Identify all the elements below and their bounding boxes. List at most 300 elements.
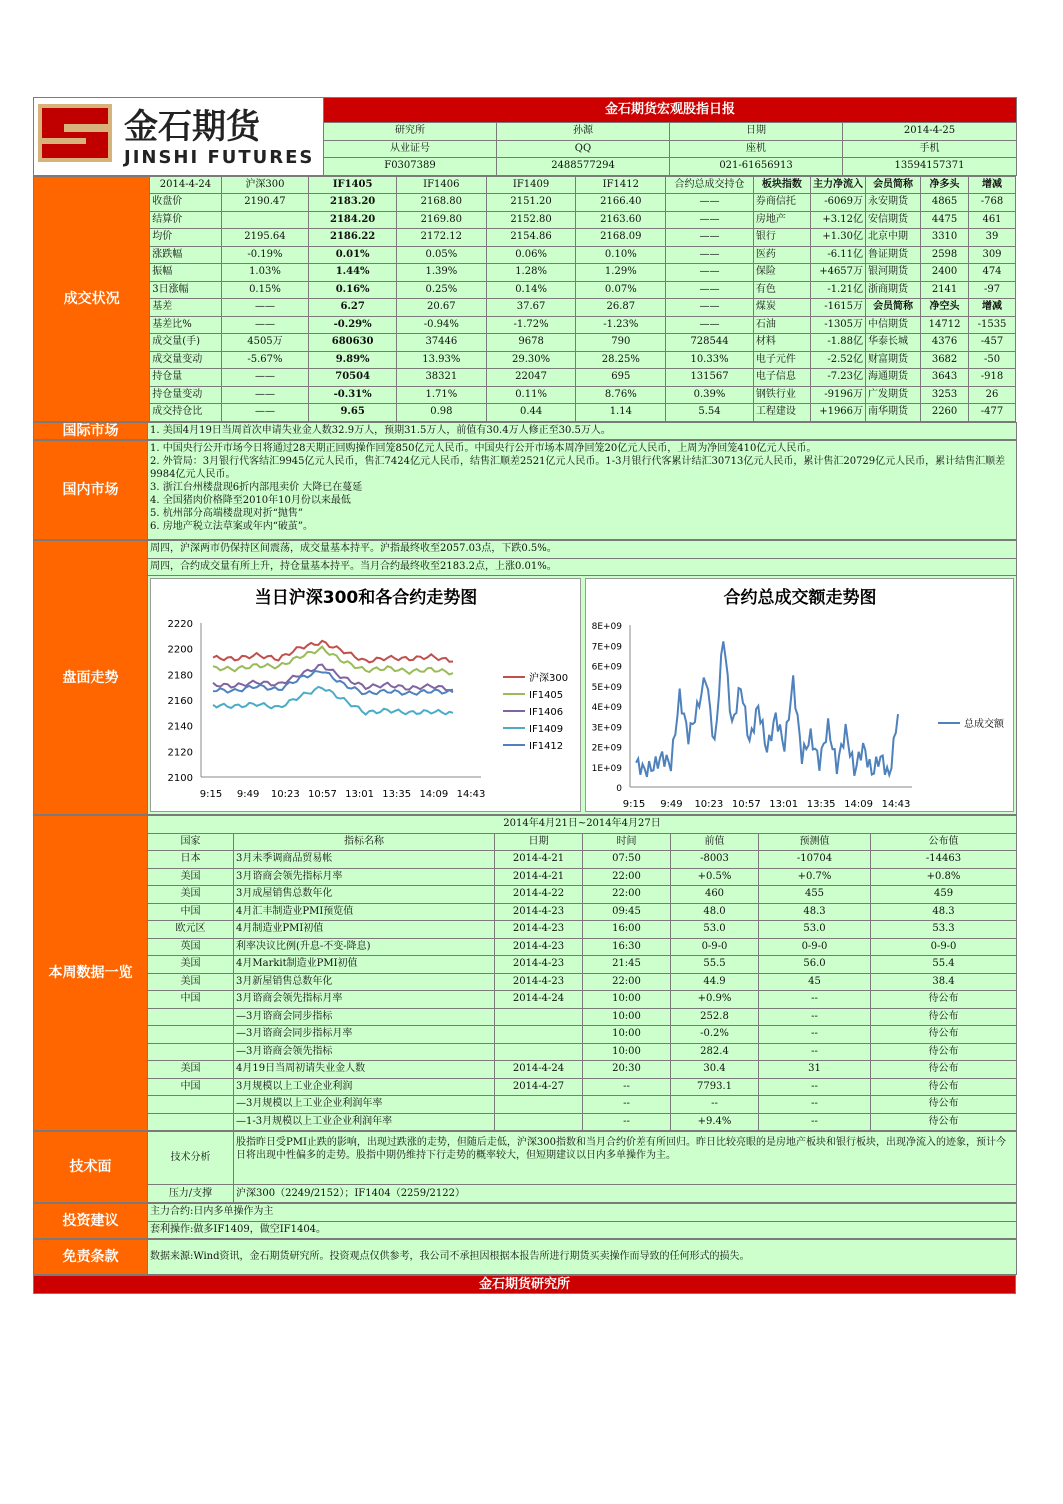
trade-cell: 9.89%: [309, 351, 397, 369]
weekly-cell: 4月制造业PMI初值: [234, 921, 495, 939]
chart2-ytick: 6E+09: [591, 662, 622, 673]
weekly-cell: 09:45: [583, 903, 671, 921]
weekly-cell: --: [671, 1096, 759, 1114]
trend-section: [33, 540, 1017, 815]
support-resistance-text: 沪深300（2249/2152）；IF1404（2259/2122）: [234, 1185, 1017, 1203]
weekly-cell: 2014-4-22: [495, 886, 583, 904]
trade-row-label: 均价: [150, 229, 221, 247]
weekly-header-cell: 国家: [148, 833, 234, 851]
sector-flow: -1615万: [810, 299, 865, 317]
weekly-cell: 55.5: [671, 956, 759, 974]
chart2-xtick: 10:57: [731, 799, 761, 810]
weekly-cell: 55.4: [871, 956, 1017, 974]
weekly-cell: [495, 1096, 583, 1114]
weekly-row: [34, 868, 1017, 886]
trade-cell: ——: [666, 264, 754, 282]
chart1-ytick: 2180: [167, 670, 193, 682]
trade-cell: -0.31%: [309, 386, 397, 404]
chart1-xtick: 9:15: [199, 789, 223, 800]
chart2-ytick: 8E+09: [591, 622, 622, 632]
weekly-cell: [148, 1008, 234, 1026]
sector-header-cell: 主力净流入: [810, 176, 865, 194]
weekly-cell: 3月规模以上工业企业利润: [234, 1078, 495, 1096]
short-cell: 2260: [921, 404, 969, 422]
chart2-ytick: 2E+09: [591, 743, 622, 754]
trade-cell: 2186.22: [309, 229, 397, 247]
info-cell: 研究所: [324, 123, 497, 141]
weekly-row: [34, 851, 1017, 869]
weekly-cell: 48.3: [759, 903, 871, 921]
chart1-xtick: 14:43: [456, 789, 486, 800]
weekly-cell: 4月汇丰制造业PMI预览值: [234, 903, 495, 921]
trade-header-row: [34, 176, 1016, 194]
hs300-contracts-chart: [150, 578, 581, 812]
support-resistance-label: 压力/支撑: [148, 1185, 234, 1203]
sector-name: 钢铁行业: [753, 386, 810, 404]
trade-cell: ——: [666, 229, 754, 247]
company-logo: [34, 98, 324, 176]
sector-flow: -6.11亿: [810, 246, 865, 264]
trade-cell: 2151.20: [486, 194, 576, 212]
trade-cell: 0.05%: [396, 246, 486, 264]
trade-row: [34, 404, 1016, 422]
weekly-cell: 中国: [148, 903, 234, 921]
trade-row: [34, 369, 1016, 387]
sector-flow: +1.30亿: [810, 229, 865, 247]
sector-name: 煤炭: [753, 299, 810, 317]
advice-arbitrage: 套利操作:做多IF1409，做空IF1404。: [148, 1221, 1017, 1239]
weekly-cell: 459: [871, 886, 1017, 904]
domestic-label: 国内市场: [34, 441, 148, 540]
intl-label: 国际市场: [34, 422, 148, 440]
trade-cell: -0.29%: [309, 316, 397, 334]
weekly-cell: [148, 1096, 234, 1114]
weekly-row: [34, 1078, 1017, 1096]
weekly-cell: 美国: [148, 886, 234, 904]
long-cell: 浙商期货: [866, 281, 921, 299]
sector-name: 有色: [753, 281, 810, 299]
weekly-row: [34, 1008, 1017, 1026]
weekly-cell: 0-9-0: [759, 938, 871, 956]
weekly-cell: 282.4: [671, 1043, 759, 1061]
weekly-cell: 待公布: [871, 991, 1017, 1009]
weekly-cell: 07:50: [583, 851, 671, 869]
info-cell: 13594157371: [843, 158, 1017, 176]
trade-cell: 0.44: [486, 404, 576, 422]
trade-cell: 0.11%: [486, 386, 576, 404]
weekly-cell: +9.4%: [671, 1113, 759, 1131]
weekly-label: 本周数据一览: [34, 816, 148, 1131]
chart2-xtick: 10:23: [694, 799, 724, 810]
weekly-cell: —3月谘商会同步指标月率: [234, 1026, 495, 1044]
info-cell: F0307389: [324, 158, 497, 176]
trade-cell: 0.98: [396, 404, 486, 422]
weekly-cell: 4月19日当周初请失业金人数: [234, 1061, 495, 1079]
short-cell: 华泰长城: [866, 334, 921, 352]
weekly-cell: 3月未季调商品贸易帐: [234, 851, 495, 869]
long-cell: 39: [969, 229, 1016, 247]
long-header-cell: 净多头: [921, 176, 969, 194]
trade-row: [34, 299, 1016, 317]
trade-cell: 728544: [666, 334, 754, 352]
weekly-row: [34, 1096, 1017, 1114]
chart2-xtick: 14:43: [881, 799, 911, 810]
trade-cell: 0.15%: [221, 281, 309, 299]
trade-cell: 2166.40: [576, 194, 666, 212]
trade-cell: 22047: [486, 369, 576, 387]
trade-cell: 5.54: [666, 404, 754, 422]
trade-cell: 2152.80: [486, 211, 576, 229]
trade-row-label: 基差: [150, 299, 221, 317]
weekly-header-cell: 前值: [671, 833, 759, 851]
trade-label: 成交状况: [34, 176, 150, 421]
sector-name: 券商信托: [753, 194, 810, 212]
trade-cell: [221, 211, 309, 229]
trade-row: [34, 281, 1016, 299]
weekly-cell: 日本: [148, 851, 234, 869]
weekly-cell: 21:45: [583, 956, 671, 974]
info-cell: 2014-4-25: [843, 123, 1017, 141]
weekly-cell: 56.0: [759, 956, 871, 974]
trade-cell: 2163.60: [576, 211, 666, 229]
trade-row: [34, 246, 1016, 264]
disclaimer-text: 数据来源:Wind资讯，金石期货研究所。投资观点仅供参考，我公司不承担因根据本报告所进行期货买卖操作而导致的任何形式的损失。: [148, 1240, 1017, 1275]
weekly-section: [33, 815, 1017, 1131]
trade-cell: 37.67: [486, 299, 576, 317]
weekly-cell: 2014-4-21: [495, 868, 583, 886]
weekly-cell: 待公布: [871, 1078, 1017, 1096]
chart1-series-line: [213, 687, 453, 715]
logo-en-text: JINSHI FUTURES: [124, 147, 315, 169]
trend-note-2: 周四，合约成交量有所上升，持仓量基本持平。当月合约最终收至2183.2点，上涨0.01%。: [148, 558, 1017, 576]
long-cell: 3310: [921, 229, 969, 247]
trade-cell: 6.27: [309, 299, 397, 317]
weekly-cell: 待公布: [871, 1026, 1017, 1044]
short-cell: -457: [969, 334, 1016, 352]
long-cell: -768: [969, 194, 1016, 212]
weekly-row: [34, 921, 1017, 939]
sector-name: 材料: [753, 334, 810, 352]
trade-cell: 1.03%: [221, 264, 309, 282]
chart2-xtick: 9:49: [660, 799, 683, 810]
weekly-cell: +0.7%: [759, 868, 871, 886]
intl-section: [33, 422, 1017, 441]
trade-cell: 29.30%: [486, 351, 576, 369]
trade-cell: 13.93%: [396, 351, 486, 369]
chart2-series-line: [636, 641, 898, 776]
weekly-cell: 252.8: [671, 1008, 759, 1026]
short-header-cell: 增减: [969, 299, 1016, 317]
sector-name: 银行: [753, 229, 810, 247]
chart1-xtick: 13:35: [382, 789, 412, 800]
weekly-header-cell: 日期: [495, 833, 583, 851]
trade-cell: 1.29%: [576, 264, 666, 282]
chart1-ytick: 2160: [167, 696, 193, 707]
chart2-ytick: 7E+09: [591, 642, 622, 653]
long-cell: 安信期货: [866, 211, 921, 229]
long-cell: 永安期货: [866, 194, 921, 212]
weekly-cell: --: [759, 1043, 871, 1061]
weekly-cell: 欧元区: [148, 921, 234, 939]
weekly-cell: 53.3: [871, 921, 1017, 939]
news-item: 6. 房地产税立法草案或年内“破茧”。: [150, 521, 313, 532]
sector-flow: +3.12亿: [810, 211, 865, 229]
weekly-cell: 7793.1: [671, 1078, 759, 1096]
trade-cell: -0.19%: [221, 246, 309, 264]
weekly-cell: 美国: [148, 973, 234, 991]
trade-cell: ——: [666, 281, 754, 299]
weekly-cell: 460: [671, 886, 759, 904]
weekly-header-cell: 时间: [583, 833, 671, 851]
weekly-cell: 22:00: [583, 868, 671, 886]
weekly-cell: [495, 1113, 583, 1131]
short-cell: 14712: [921, 316, 969, 334]
report-page: [33, 97, 1016, 1294]
weekly-cell: 22:00: [583, 886, 671, 904]
weekly-cell: 2014-4-23: [495, 903, 583, 921]
total-turnover-chart: [585, 578, 1014, 812]
weekly-cell: --: [583, 1113, 671, 1131]
trade-cell: 2168.09: [576, 229, 666, 247]
weekly-cell: 待公布: [871, 1043, 1017, 1061]
sector-flow: -6069万: [810, 194, 865, 212]
weekly-cell: —3月谘商会领先指标: [234, 1043, 495, 1061]
weekly-cell: 2014-4-23: [495, 921, 583, 939]
trade-cell: -5.67%: [221, 351, 309, 369]
trade-cell: -0.94%: [396, 316, 486, 334]
weekly-cell: 2014-4-23: [495, 956, 583, 974]
sector-flow: -2.52亿: [810, 351, 865, 369]
trade-row: [34, 211, 1016, 229]
trade-cell: 10.33%: [666, 351, 754, 369]
trade-cell: 28.25%: [576, 351, 666, 369]
sector-flow: -1305万: [810, 316, 865, 334]
trade-cell: 37446: [396, 334, 486, 352]
trade-cell: ——: [221, 316, 309, 334]
trade-cell: 38321: [396, 369, 486, 387]
weekly-cell: --: [583, 1078, 671, 1096]
report-header: [33, 97, 1017, 176]
weekly-cell: 中国: [148, 1078, 234, 1096]
weekly-header-cell: 公布值: [871, 833, 1017, 851]
chart1-xtick: 10:57: [308, 789, 337, 800]
charts-container: [148, 576, 1017, 815]
advice-label: 投资建议: [34, 1204, 148, 1239]
weekly-header-cell: 预测值: [759, 833, 871, 851]
short-cell: -1535: [969, 316, 1016, 334]
info-cell: QQ: [497, 140, 670, 158]
weekly-cell: 10:00: [583, 1026, 671, 1044]
weekly-cell: 3月成屋销售总数年化: [234, 886, 495, 904]
weekly-cell: 31: [759, 1061, 871, 1079]
trade-cell: 70504: [309, 369, 397, 387]
weekly-cell: 美国: [148, 868, 234, 886]
sector-name: 电子信息: [753, 369, 810, 387]
weekly-cell: 10:00: [583, 1008, 671, 1026]
weekly-cell: 4月Markit制造业PMI初值: [234, 956, 495, 974]
long-header-cell: 增减: [969, 176, 1016, 194]
chart2-xtick: 9:15: [622, 799, 646, 810]
long-cell: 2141: [921, 281, 969, 299]
chart1-series-line: [213, 641, 453, 663]
weekly-cell: 2014-4-23: [495, 973, 583, 991]
chart2-ytick: 1E+09: [591, 763, 622, 774]
weekly-cell: +0.5%: [671, 868, 759, 886]
trade-row: [34, 351, 1016, 369]
sector-name: 工程建设: [753, 404, 810, 422]
weekly-cell: 美国: [148, 956, 234, 974]
weekly-row: [34, 1026, 1017, 1044]
trade-cell: 2172.12: [396, 229, 486, 247]
report-title: 金石期货宏观股指日报: [324, 98, 1017, 123]
tech-analysis-text: 股指昨日受PMI止跌的影响，出现过跌涨的走势，但随后走低，沪深300指数和当月合约价差有所回归。昨日比较亮眼的是房地产板块和银行板块，出现净流入的迹象，预计今日将出现中性偏多的走势。股指中期仍维持下行走势的概率较大，但短期建议以日内多单操作为主。: [234, 1132, 1017, 1185]
sector-name: 医药: [753, 246, 810, 264]
sector-name: 房地产: [753, 211, 810, 229]
weekly-cell: 英国: [148, 938, 234, 956]
trade-cell: 2154.86: [486, 229, 576, 247]
trade-row-label: 涨跌幅: [150, 246, 221, 264]
long-cell: 2400: [921, 264, 969, 282]
trade-row-label: 成交量(手): [150, 334, 221, 352]
short-cell: 26: [969, 386, 1016, 404]
trade-cell: ——: [221, 369, 309, 387]
long-cell: 461: [969, 211, 1016, 229]
chart1-legend-label: IF1412: [529, 741, 564, 752]
trade-cell: -1.72%: [486, 316, 576, 334]
sector-flow: +4657万: [810, 264, 865, 282]
trade-cell: ——: [221, 386, 309, 404]
trade-section: [33, 176, 1016, 422]
info-cell: 日期: [670, 123, 843, 141]
info-cell: 手机: [843, 140, 1017, 158]
weekly-cell: 待公布: [871, 1096, 1017, 1114]
weekly-cell: 16:00: [583, 921, 671, 939]
trade-cell: 2169.80: [396, 211, 486, 229]
trade-header-cell: IF1412: [576, 176, 666, 194]
trade-header-cell: 沪深300: [221, 176, 309, 194]
short-cell: 南华期货: [866, 404, 921, 422]
logo-cn-text: 金石期货: [124, 107, 260, 148]
info-cell: 座机: [670, 140, 843, 158]
weekly-cell: 45: [759, 973, 871, 991]
trade-cell: 0.01%: [309, 246, 397, 264]
weekly-cell: -0.2%: [671, 1026, 759, 1044]
weekly-header-cell: 指标名称: [234, 833, 495, 851]
weekly-range: 2014年4月21日~2014年4月27日: [148, 816, 1017, 834]
trade-row-label: 持仓量: [150, 369, 221, 387]
weekly-header-row: [34, 833, 1017, 851]
trade-cell: 0.10%: [576, 246, 666, 264]
chart1-ytick: 2220: [167, 619, 193, 630]
weekly-cell: 10:00: [583, 991, 671, 1009]
weekly-row: [34, 956, 1017, 974]
chart1-ytick: 2200: [167, 644, 193, 656]
chart1-xtick: 14:09: [419, 789, 449, 800]
trade-cell: 2190.47: [221, 194, 309, 212]
weekly-cell: 3月新屋销售总数年化: [234, 973, 495, 991]
weekly-cell: 美国: [148, 1061, 234, 1079]
long-cell: 309: [969, 246, 1016, 264]
chart1-xtick: 10:23: [270, 789, 300, 800]
weekly-cell: --: [759, 1113, 871, 1131]
weekly-cell: 2014-4-27: [495, 1078, 583, 1096]
weekly-cell: [148, 1026, 234, 1044]
trade-row-label: 持仓量变动: [150, 386, 221, 404]
weekly-cell: --: [759, 1008, 871, 1026]
trade-cell: 790: [576, 334, 666, 352]
footer: [33, 1275, 1016, 1294]
long-cell: 北京中期: [866, 229, 921, 247]
trend-label: 盘面走势: [34, 541, 148, 815]
trade-row: [34, 334, 1016, 352]
short-header-cell: 净空头: [921, 299, 969, 317]
weekly-cell: --: [759, 1026, 871, 1044]
chart2-ytick: 0: [616, 784, 622, 794]
trade-header-cell: IF1405: [309, 176, 397, 194]
sector-flow: -1.88亿: [810, 334, 865, 352]
long-cell: 2598: [921, 246, 969, 264]
trade-cell: 1.14: [576, 404, 666, 422]
weekly-cell: 中国: [148, 991, 234, 1009]
trade-row: [34, 229, 1016, 247]
trade-cell: 131567: [666, 369, 754, 387]
footer-text: 金石期货研究所: [34, 1276, 1016, 1294]
trade-cell: 0.39%: [666, 386, 754, 404]
trade-cell: 2195.64: [221, 229, 309, 247]
weekly-cell: [148, 1043, 234, 1061]
long-header-cell: 会员简称: [866, 176, 921, 194]
trade-cell: ——: [666, 194, 754, 212]
tech-label: 技术面: [34, 1132, 148, 1203]
weekly-cell: [495, 1043, 583, 1061]
weekly-cell: 待公布: [871, 1061, 1017, 1079]
sector-flow: -9196万: [810, 386, 865, 404]
weekly-row: [34, 1043, 1017, 1061]
disclaimer-label: 免责条款: [34, 1240, 148, 1275]
weekly-cell: 0-9-0: [671, 938, 759, 956]
trade-cell: 26.87: [576, 299, 666, 317]
tech-analysis-label: 技术分析: [148, 1132, 234, 1185]
weekly-cell: -14463: [871, 851, 1017, 869]
weekly-cell: [495, 1008, 583, 1026]
weekly-cell: 48.3: [871, 903, 1017, 921]
weekly-cell: 20:30: [583, 1061, 671, 1079]
trade-cell: 4505万: [221, 334, 309, 352]
short-cell: 3682: [921, 351, 969, 369]
weekly-cell: 53.0: [759, 921, 871, 939]
trade-header-cell: 2014-4-24: [150, 176, 221, 194]
trade-cell: 0.25%: [396, 281, 486, 299]
trade-cell: 8.76%: [576, 386, 666, 404]
short-cell: 广发期货: [866, 386, 921, 404]
weekly-cell: 48.0: [671, 903, 759, 921]
intl-news: 1. 美国4月19日当周首次申请失业金人数32.9万人，预期31.5万人，前值有30.4万人修正至30.5万人。: [148, 422, 1017, 440]
chart1-legend-label: IF1406: [529, 707, 564, 718]
weekly-cell: -10704: [759, 851, 871, 869]
info-cell: 2488577294: [497, 158, 670, 176]
sector-flow: -1.21亿: [810, 281, 865, 299]
chart1-ytick: 2120: [167, 747, 193, 759]
trade-cell: 1.28%: [486, 264, 576, 282]
trade-header-cell: IF1409: [486, 176, 576, 194]
long-cell: 银河期货: [866, 264, 921, 282]
chart1-xtick: 13:01: [345, 789, 374, 800]
trade-row: [34, 194, 1016, 212]
trade-cell: -1.23%: [576, 316, 666, 334]
long-cell: 鲁证期货: [866, 246, 921, 264]
advice-section: [33, 1203, 1017, 1239]
weekly-cell: --: [759, 991, 871, 1009]
